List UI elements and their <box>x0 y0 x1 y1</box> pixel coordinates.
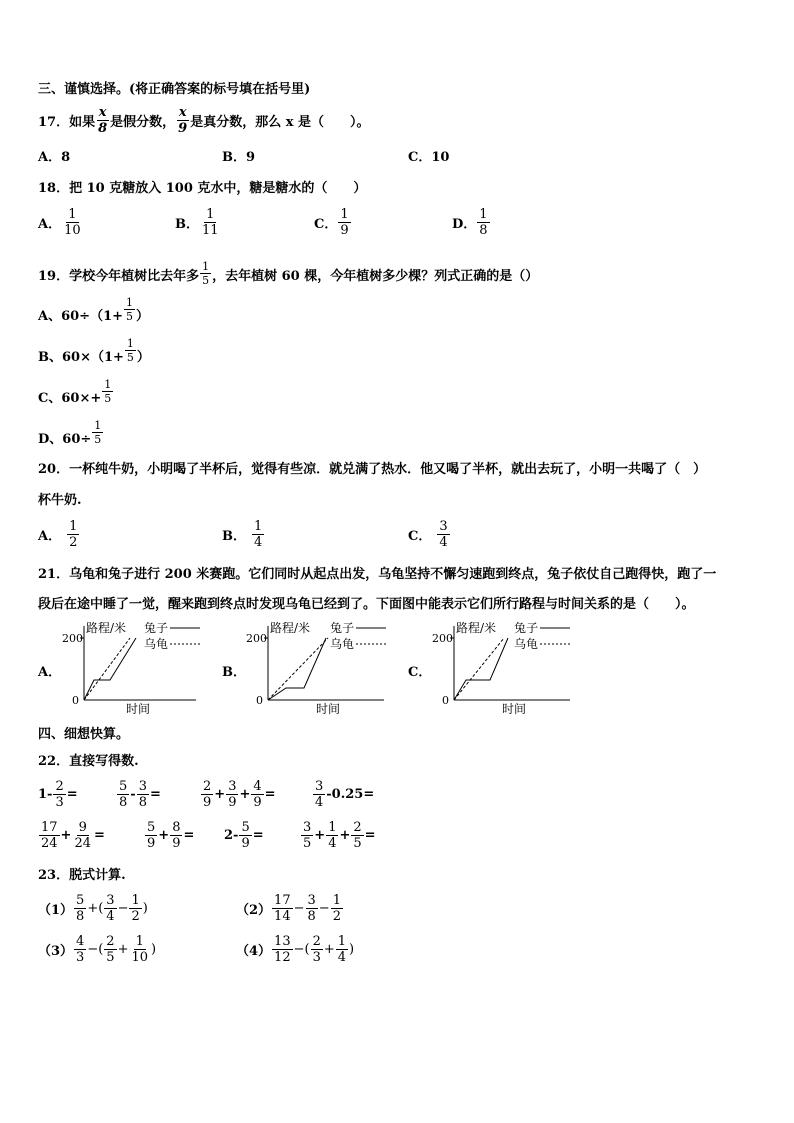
svg-text:200: 200 <box>432 632 453 645</box>
svg-text:时间: 时间 <box>316 702 341 716</box>
option-d: D、 60÷ $\frac{1}{5}$ <box>38 419 102 447</box>
calc-8: $\frac{3}{5}$ + $\frac{1}{4}$ + $\frac{2}{5}$ = <box>303 819 376 851</box>
svg-text:乌龟: 乌龟 <box>144 637 169 651</box>
svg-text:时间: 时间 <box>126 702 151 716</box>
calc-6: $\frac{5}{9}$ + $\frac{8}{9}$ = <box>147 819 195 851</box>
option-b: B． $\frac{1}{11}$ <box>175 206 219 238</box>
option-c: C．10 <box>408 150 450 165</box>
question-21: 21．乌龟和兔子进行 200 米赛跑。它们同时从起点出发，乌龟坚持不懈匀速跑到终点，兔子依仗自己跑得快，跑了一 <box>38 567 717 582</box>
svg-text:时间: 时间 <box>502 702 527 716</box>
option-b: B、 60×（1+ $\frac{1}{5}$ ） <box>38 337 150 365</box>
graph-a <box>60 616 210 716</box>
question-number: 17． <box>38 114 70 130</box>
option-b: B． $\frac{1}{4}$ <box>222 518 263 550</box>
svg-text:兔子: 兔子 <box>144 621 169 635</box>
question-18: 18．把 10 克糖放入 100 克水中，糖是糖水的（ ） <box>38 181 367 196</box>
svg-text:乌龟: 乌龟 <box>514 637 539 651</box>
option-a: A． <box>38 665 62 680</box>
svg-text:路程/米: 路程/米 <box>86 621 127 635</box>
question-20-line-2: 杯牛奶. <box>38 493 82 508</box>
graph-c <box>430 616 580 716</box>
option-c: C、 60×+ $\frac{1}{5}$ <box>38 378 112 406</box>
svg-text:200: 200 <box>246 632 267 645</box>
graph-b <box>244 616 394 716</box>
svg-text:兔子: 兔子 <box>514 621 539 635</box>
svg-text:0: 0 <box>256 694 263 707</box>
svg-text:0: 0 <box>72 694 79 707</box>
svg-text:兔子: 兔子 <box>330 621 355 635</box>
calc-3: $\frac{2}{9}$ + $\frac{3}{9}$ + $\frac{4}{9}$ = <box>203 778 276 810</box>
svg-text:乌龟: 乌龟 <box>330 637 355 651</box>
option-c: C． $\frac{3}{4}$ <box>408 518 448 550</box>
option-a: A．8 <box>38 150 71 165</box>
option-a: A． $\frac{1}{2}$ <box>38 518 78 550</box>
section-3-heading: 三、谨慎选择。(将正确答案的标号填在括号里) <box>38 82 311 97</box>
fraction: $\frac{x}{9}$ <box>178 104 188 136</box>
expr-2: （2） $\frac{17}{14}$ − $\frac{3}{8}$ − $\frac{1}{2}$ <box>236 892 341 924</box>
svg-text:路程/米: 路程/米 <box>456 621 497 635</box>
section-4-heading: 四、细想快算。 <box>38 727 130 742</box>
fraction: $\frac{1}{5}$ <box>202 260 210 287</box>
svg-text:200: 200 <box>62 632 83 645</box>
question-19: 19． 学校今年植树比去年多 $\frac{1}{5}$ ，去年植树 60 棵，今年植树多少棵？列式正确的是（） <box>38 260 539 287</box>
svg-text:路程/米: 路程/米 <box>270 621 311 635</box>
option-b: B． <box>222 665 246 680</box>
calc-4: $\frac{3}{4}$ -0.25= <box>315 778 375 810</box>
expr-1: （1） $\frac{5}{8}$ +( $\frac{3}{4}$ − $\frac{1}{2}$ ) <box>38 892 148 924</box>
expr-4: （4） $\frac{13}{12}$ −( $\frac{2}{3}$ + $\frac{1}{4}$ ) <box>236 933 355 965</box>
option-d: D． $\frac{1}{8}$ <box>452 206 488 238</box>
calc-7: 2- $\frac{5}{9}$ = <box>224 819 264 851</box>
fraction: $\frac{x}{8}$ <box>98 104 108 136</box>
question-20: 20．一杯纯牛奶，小明喝了半杯后，觉得有些凉．就兑满了热水．他又喝了半杯，就出去玩了，小明一共喝了（ ） <box>38 462 707 477</box>
question-22: 22．直接写得数. <box>38 754 139 769</box>
expr-3: （3） $\frac{4}{3}$ −( $\frac{2}{5}$ + $\frac{1}{10}$ ) <box>38 933 157 965</box>
option-c: C． <box>408 665 432 680</box>
calc-2: $\frac{5}{8}$ - $\frac{3}{8}$ = <box>119 778 161 810</box>
calc-5: $\frac{17}{24}$ + $\frac{9}{24}$ = <box>41 819 105 851</box>
option-c: C． $\frac{1}{9}$ <box>314 206 349 238</box>
option-b: B．9 <box>222 150 256 165</box>
question-21-line-2: 段后在途中睡了一觉，醒来跑到终点时发现乌龟已经到了。下面图中能表示它们所行路程与时间关系的是（ ）。 <box>38 597 695 612</box>
option-a: A． $\frac{1}{10}$ <box>38 206 81 238</box>
question-17: 17． 如果 $\frac{x}{8}$ 是假分数， $\frac{x}{9}$ 是真分数，那么 x 是（ ）。 <box>38 104 370 136</box>
question-23: 23．脱式计算. <box>38 868 126 883</box>
svg-text:0: 0 <box>442 694 449 707</box>
option-a: A、 60÷（1+ $\frac{1}{5}$ ） <box>38 296 150 324</box>
calc-1: 1- $\frac{2}{3}$ = <box>38 778 78 810</box>
